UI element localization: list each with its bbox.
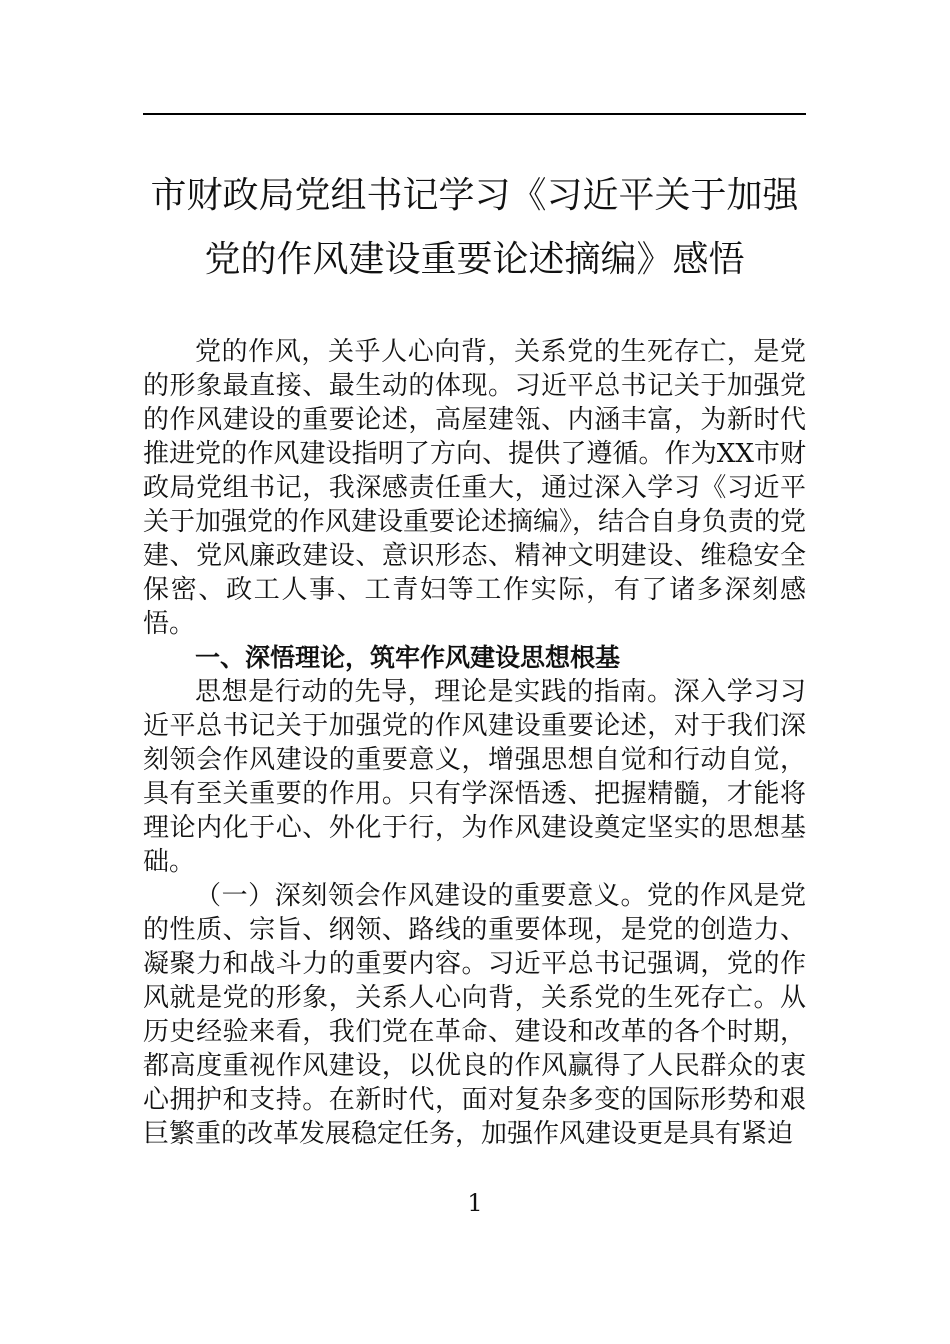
section-heading-1: 一、深悟理论，筑牢作风建设思想根基 <box>195 643 621 672</box>
document-title <box>143 164 806 292</box>
section-1-paragraph: 思想是行动的先导，理论是实践的指南。深入学习习近平总书记关于加强党的作风建设重要论述，对于我们深刻领会作风建设的重要意义，增强思想自觉和行动自觉，具有至关重要的作用。只有学深悟透、把握精髓，才能将理论内化于心、外化于行，为作风建设奠定坚实的思想基础。 <box>143 677 806 877</box>
title-line-1: 市财政局党组书记学习《习近平关于加强 <box>150 175 799 216</box>
document-body <box>143 335 806 1151</box>
subsection-1-paragraph: （一）深刻领会作风建设的重要意义。党的作风是党的性质、宗旨、纲领、路线的重要体现，是党的创造力、凝聚力和战斗力的重要内容。习近平总书记强调，党的作风就是党的形象，关系人心向背，关系党的生死存亡。从历史经验来看，我们党在革命、建设和改革的各个时期，都高度重视作风建设，以优良的作风赢得了人民群众的衷心拥护和支持。在新时代，面对复杂多变的国际形势和艰巨繁重的改革发展稳定任务，加强作风建设更是具有紧迫 <box>143 881 806 1149</box>
page-number: 1 <box>467 1189 483 1217</box>
title-line-2: 党的作风建设重要论述摘编》感悟 <box>204 239 745 280</box>
header-rule <box>143 113 806 115</box>
intro-paragraph: 党的作风，关乎人心向背，关系党的生死存亡，是党的形象最直接、最生动的体现。习近平总书记关于加强党的作风建设的重要论述，高屋建瓴、内涵丰富，为新时代推进党的作风建设指明了方向、提供了遵循。作为XX市财政局党组书记，我深感责任重大，通过深入学习《习近平关于加强党的作风建设重要论述摘编》，结合自身负责的党建、党风廉政建设、意识形态、精神文明建设、维稳安全保密、政工人事、工青妇等工作实际，有了诸多深刻感悟。 <box>143 337 807 639</box>
